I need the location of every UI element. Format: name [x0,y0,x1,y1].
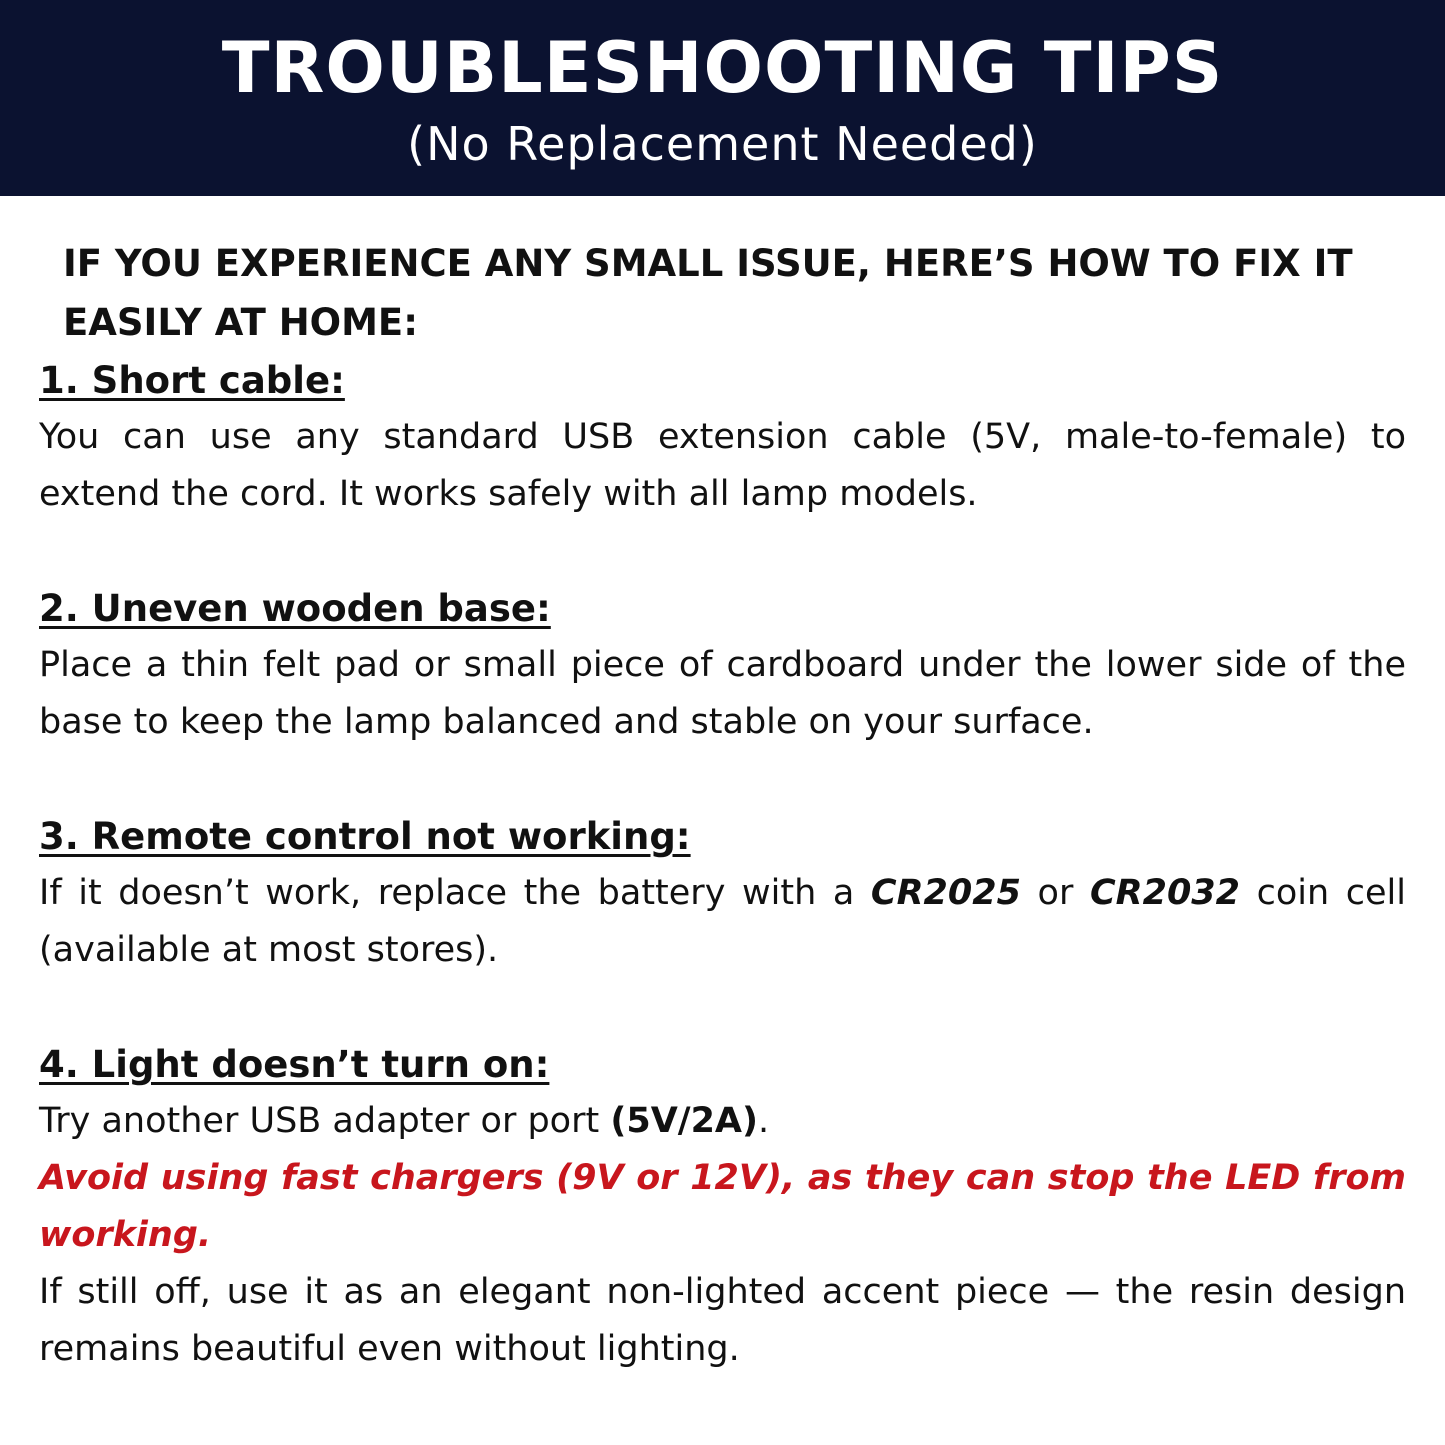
tip-text [39,865,1406,979]
header-banner [0,0,1445,196]
tip-short-cable [39,352,1406,523]
tip-light-off [39,1036,1406,1378]
tips-content [39,234,1406,1378]
tip-title: 3. Remote control not working: [39,815,691,858]
battery-model-b: CR2032 [1089,873,1241,913]
tip-text-after: coin cell (available at most stores). [39,873,1406,970]
page-title: TROUBLESHOOTING TIPS [221,27,1224,109]
tip-text-before: Try another USB adapter or port [39,1101,611,1141]
tip-text: Place a thin felt pad or small piece of cardboard under the lower side of the base to keep the lamp balanced and stable on your surface. [39,645,1406,742]
fallback-text: If still off, use it as an elegant non-lighted accent piece — the resin design remains beautiful even without lighting. [39,1272,1406,1369]
tip-text-after: . [758,1101,770,1141]
power-spec: (5V/2A) [610,1101,758,1141]
intro-heading: IF YOU EXPERIENCE ANY SMALL ISSUE, HERE’S HOW TO FIX IT EASILY AT HOME: [63,242,1353,344]
tip-text-before: If it doesn’t work, replace the battery with a [39,873,871,913]
tip-uneven-base [39,580,1406,751]
tip-text: You can use any standard USB extension cable (5V, male-to-female) to extend the cord. It works safely with all lamp models. [39,417,1406,514]
page-subtitle: (No Replacement Needed) [407,117,1038,171]
tip-title: 2. Uneven wooden base: [39,587,551,630]
tip-text-or: or [1020,873,1090,913]
battery-model-a: CR2025 [870,873,1021,913]
tip-title: 1. Short cable: [39,359,345,402]
tip-remote-control [39,808,1406,979]
warning-text: Avoid using fast chargers (9V or 12V), as they can stop the LED from working. [39,1158,1406,1255]
tip-title: 4. Light doesn’t turn on: [39,1043,550,1086]
tip-text [39,1093,1406,1150]
